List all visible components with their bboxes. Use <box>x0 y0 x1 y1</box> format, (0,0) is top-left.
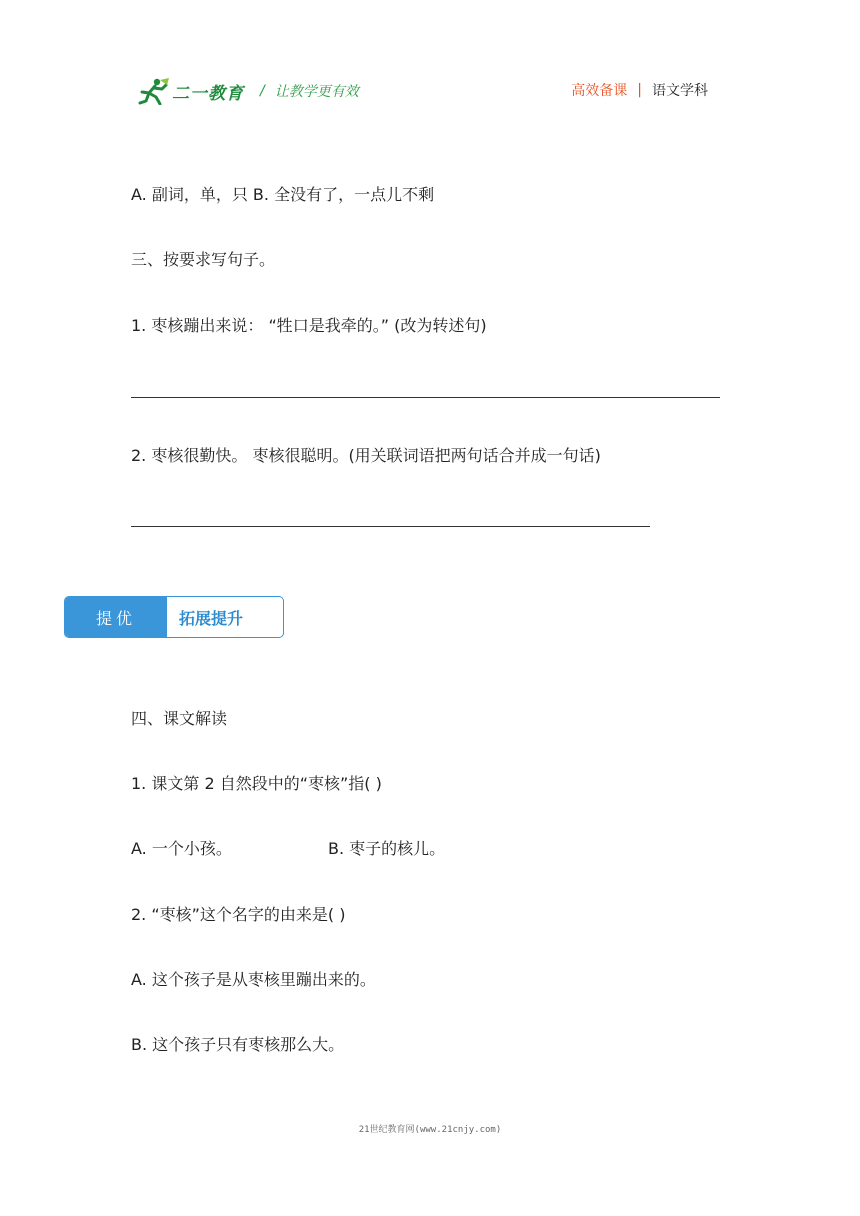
option-4-1-b: B. 枣子的核儿。 <box>328 839 446 858</box>
answer-blank-line-2 <box>131 526 650 527</box>
option-4-1-a: A. 一个小孩。 <box>131 839 232 858</box>
header-tag-subject: 语文学科 <box>652 83 708 99</box>
footer-source: 21世纪教育网(www.21cnjy.com) <box>358 1125 502 1135</box>
header-tag-prep: 高效备课 <box>571 83 628 99</box>
answer-options-line: A. 副词，单，只 B. 全没有了，一点儿不剩 <box>131 185 435 204</box>
slogan-separator: / <box>260 83 265 99</box>
header-logo <box>136 76 359 106</box>
question-3-1: 1. 枣核蹦出来说： “牲口是我牵的。” (改为转述句) <box>131 316 487 335</box>
section-three-heading: 三、按要求写句子。 <box>131 250 276 269</box>
section-four-heading: 四、课文解读 <box>131 709 228 728</box>
option-4-2-b: B. 这个孩子只有枣核那么大。 <box>131 1035 345 1054</box>
answer-blank-line-1 <box>131 397 720 398</box>
badge-label-right: 拓展提升 <box>179 608 244 628</box>
section-badge <box>64 596 284 638</box>
slogan: 让教学更有效 <box>274 84 359 100</box>
header-divider: | <box>637 82 642 98</box>
runner-logo-icon <box>136 77 170 105</box>
question-4-1: 1. 课文第 2 自然段中的“枣核”指( ) <box>131 774 382 793</box>
option-4-2-a: A. 这个孩子是从枣核里蹦出来的。 <box>131 970 376 989</box>
badge-label-left: 提优 <box>65 597 167 637</box>
header-right <box>571 80 708 100</box>
logo-text: 二一教育 <box>172 83 244 104</box>
question-3-2: 2. 枣核很勤快。 枣核很聪明。(用关联词语把两句话合并成一句话) <box>131 446 601 465</box>
question-4-2: 2. “枣核”这个名字的由来是( ) <box>131 905 346 924</box>
